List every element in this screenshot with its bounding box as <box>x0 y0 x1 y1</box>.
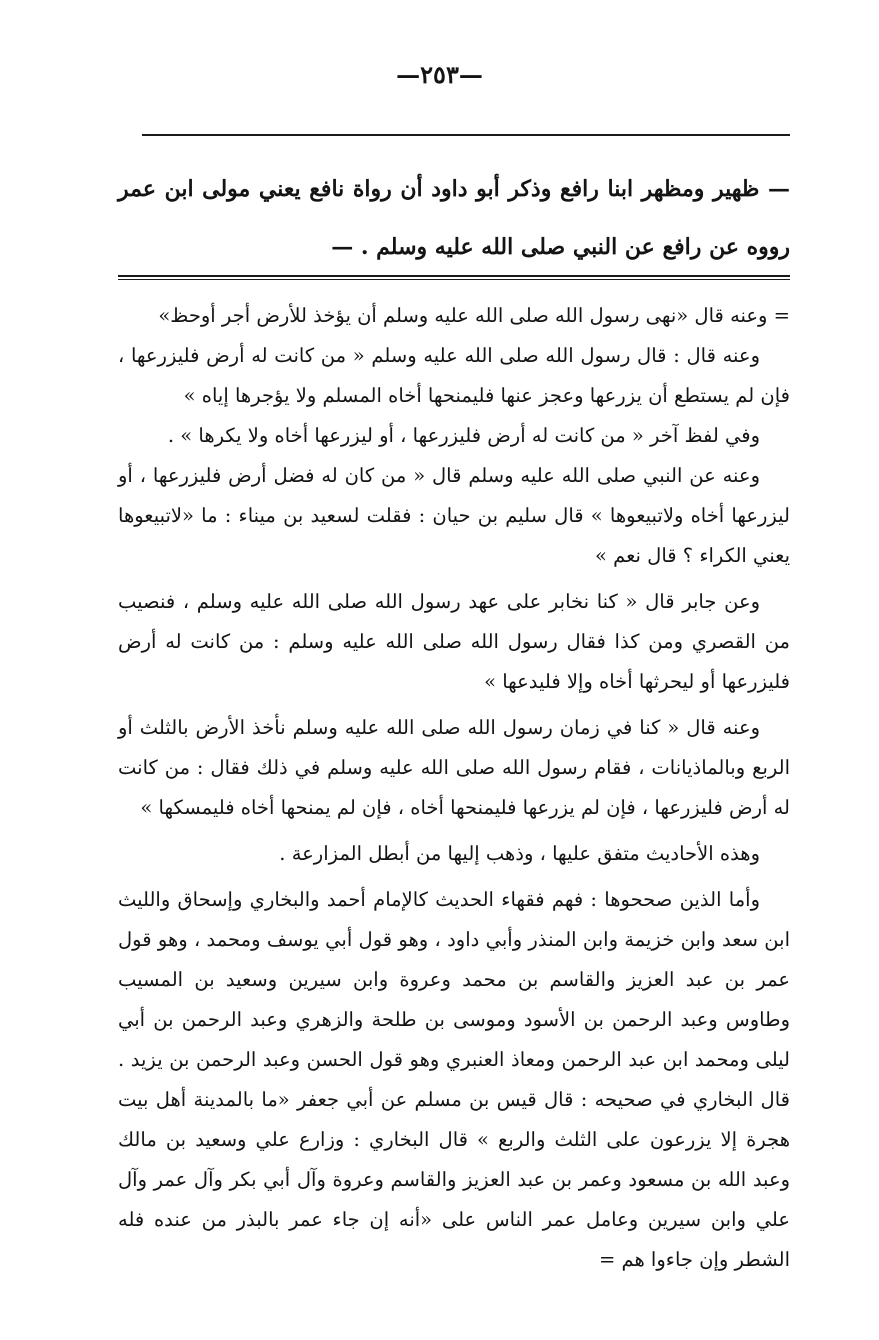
footnote-divider-thin <box>118 279 790 280</box>
footnote-text: — ظهير ومظهر ابنا رافع وذكر أبو داود أن رواة نافع يعني مولى ابن عمر رووه عن رافع عن النبي صلى الله عليه وسلم . — <box>118 176 790 260</box>
paragraph: وفي لفظ آخر « من كانت له أرض فليزرعها ، أو ليزرعها أخاه ولا يكرها » . <box>167 424 760 447</box>
paragraph: = وعنه قال «نهى رسول الله صلى الله عليه وسلم أن يؤخذ للأرض أجر أوحظ» <box>158 304 790 327</box>
paragraph: وعن جابر قال « كنا نخابر على عهد رسول الله صلى الله عليه وسلم ، فنصيب من القصري ومن كذا فقال رسول الله صلى الله عليه وسلم : من كانت له أرض فليزرعها أو ليحرثها أخاه وإلا فليدعها » <box>118 590 790 693</box>
paragraph: وعنه قال : قال رسول الله صلى الله عليه وسلم « من كانت له أرض فليزرعها ، فإن لم يستطع أن يزرعها وعجز عنها فليمنحها أخاه المسلم ولا يؤجرها إياه » <box>118 344 790 407</box>
paragraph: وأما الذين صححوها : فهم فقهاء الحديث كالإمام أحمد والبخاري وإسحاق والليث ابن سعد وابن خزيمة وابن المنذر وأبي داود ، وهو قول أبي يوسف ومحمد ، وهو قول عمر بن عبد العزيز والقاسم بن محمد وعروة وابن سيرين وسعيد بن المسيب وطاوس وعبد الرحمن بن الأسود وموسى بن طلحة والزهري وعبد الرحمن بن أبي ليلى ومحمد ابن عبد الرحمن ومعاذ العنبري وهو قول الحسن وعبد الرحمن بن يزيد . قال البخاري في صحيحه : قال قيس بن مسلم عن أبي جعفر «ما بالمدينة أهل بيت هجرة إلا يزرعون على الثلث والربع » قال البخاري : وزارع علي وسعيد بن مالك وعبد الله بن مسعود وعمر بن عبد العزيز والقاسم وعروة وآل أبي بكر وآل عمر وآل علي وابن سيرين وعامل عمر الناس على «أنه إن جاء عمر بالبذر من عنده فله الشطر وإن جاءوا هم = <box>118 888 790 1271</box>
footnote-divider <box>118 275 790 277</box>
paragraph: وعنه قال « كنا في زمان رسول الله صلى الله عليه وسلم نأخذ الأرض بالثلث أو الربع وبالماذيانات ، فقام رسول الله صلى الله عليه وسلم في ذلك فقال : من كانت له أرض فليزرعها ، فإن لم يزرعها فليمنحها أخاه ، فإن لم يمنحها أخاه فليمسكها » <box>118 716 790 819</box>
page-number: —٢٥٣— <box>396 60 483 89</box>
top-divider <box>142 134 790 136</box>
main-text <box>118 296 790 1280</box>
paragraph: وعنه عن النبي صلى الله عليه وسلم قال « من كان له فضل أرض فليزرعها ، أو ليزرعها أخاه ولاتبيعوها » قال سليم بن حيان : فقلت لسعيد بن ميناء : ما «لاتبيعوها يعني الكراء ؟ قال نعم » <box>118 464 790 567</box>
paragraph: وهذه الأحاديث متفق عليها ، وذهب إليها من أبطل المزارعة . <box>279 842 760 865</box>
